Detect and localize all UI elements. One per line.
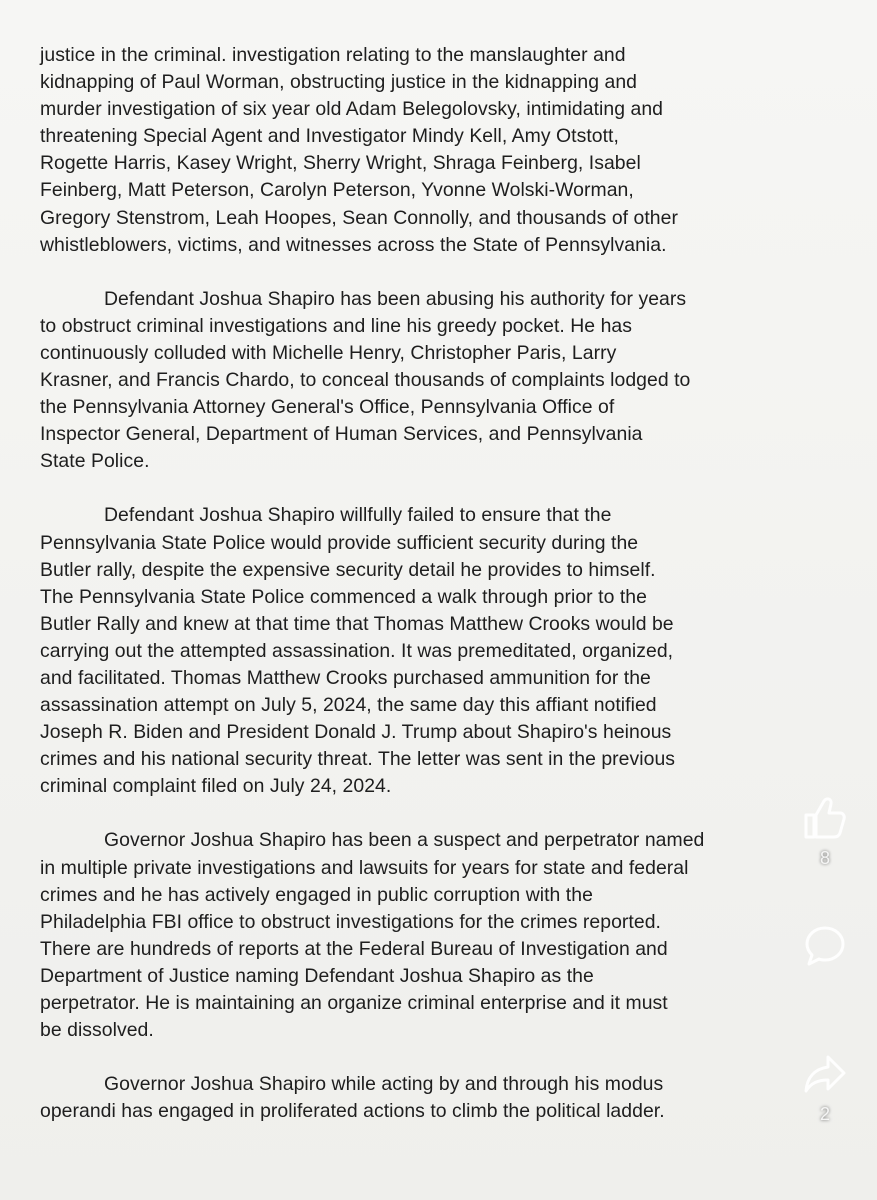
- share-count: 2: [819, 1104, 830, 1124]
- document-line: Governor Joshua Shapiro while acting by and through his modus: [104, 1073, 664, 1096]
- share-control[interactable]: [795, 1046, 855, 1125]
- document-line: State Police.: [40, 450, 150, 473]
- document-body: [40, 42, 840, 1152]
- document-line: operandi has engaged in proliferated actions to climb the political ladder.: [40, 1100, 665, 1123]
- document-line: Philadelphia FBI office to obstruct investigations for the crimes reported.: [40, 910, 661, 933]
- document-line: Department of Justice naming Defendant Joshua Shapiro as the: [40, 964, 594, 987]
- document-line: Defendant Joshua Shapiro has been abusing his authority for years: [104, 287, 687, 310]
- document-line: Butler Rally and knew at that time that Thomas Matthew Crooks would be: [40, 612, 674, 635]
- document-line: justice in the criminal. investigation relating to the manslaughter and: [40, 44, 626, 66]
- like-control[interactable]: [795, 790, 855, 869]
- document-line: Gregory Stenstrom, Leah Hoopes, Sean Connolly, and thousands of other: [40, 206, 678, 229]
- document-line: and facilitated. Thomas Matthew Crooks purchased ammunition for the: [40, 666, 651, 689]
- document-line: whistleblowers, victims, and witnesses across the State of Pennsylvania.: [40, 233, 667, 256]
- share-button[interactable]: [797, 1046, 853, 1102]
- document-line: murder investigation of six year old Adam Belegolovsky, intimidating and: [40, 98, 663, 121]
- document-line: Pennsylvania State Police would provide sufficient security during the: [40, 531, 639, 554]
- document-line: assassination attempt on July 5, 2024, the same day this affiant notified: [40, 694, 657, 717]
- comment-button[interactable]: [797, 918, 853, 974]
- comment-bubble-icon: [800, 921, 850, 971]
- document-line: Defendant Joshua Shapiro willfully failed to ensure that the: [104, 504, 612, 527]
- document-line: The Pennsylvania State Police commenced a walk through prior to the: [40, 585, 647, 608]
- document-line: carrying out the attempted assassination. It was premeditated, organized,: [40, 639, 674, 662]
- document-line: Inspector General, Department of Human Services, and Pennsylvania: [40, 423, 643, 446]
- document-paragraph: [40, 827, 840, 1044]
- like-count: 8: [819, 848, 830, 868]
- document-line: Governor Joshua Shapiro has been a suspect and perpetrator named: [104, 829, 705, 852]
- document-paragraph: [40, 502, 840, 800]
- document-paragraph: [40, 286, 840, 476]
- document-line: Krasner, and Francis Chardo, to conceal thousands of complaints lodged to: [40, 369, 691, 392]
- thumbs-up-icon: [800, 793, 850, 843]
- document-line: to obstruct criminal investigations and line his greedy pocket. He has: [40, 314, 632, 337]
- document-line: crimes and he has actively engaged in public corruption with the: [40, 883, 593, 906]
- share-arrow-icon: [800, 1049, 850, 1099]
- document-line: in multiple private investigations and lawsuits for years for state and federal: [40, 856, 689, 879]
- document-line: Rogette Harris, Kasey Wright, Sherry Wright, Shraga Feinberg, Isabel: [40, 152, 641, 175]
- like-button[interactable]: [797, 790, 853, 846]
- document-line: Butler rally, despite the expensive security detail he provides to himself.: [40, 558, 656, 581]
- document-line: There are hundreds of reports at the Federal Bureau of Investigation and: [40, 937, 668, 960]
- document-line: criminal complaint filed on July 24, 2024.: [40, 775, 392, 798]
- document-line: continuously colluded with Michelle Henry, Christopher Paris, Larry: [40, 341, 617, 364]
- document-paragraph: [40, 42, 840, 259]
- document-line: be dissolved.: [40, 1019, 154, 1042]
- document-line: Feinberg, Matt Peterson, Carolyn Peterson, Yvonne Wolski-Worman,: [40, 179, 634, 202]
- document-line: crimes and his national security threat. The letter was sent in the previous: [40, 748, 676, 771]
- document-line: perpetrator. He is maintaining an organize criminal enterprise and it must: [40, 992, 668, 1014]
- document-line: Joseph R. Biden and President Donald J. Trump about Shapiro's heinous: [40, 721, 672, 744]
- document-line: threatening Special Agent and Investigator Mindy Kell, Amy Otstott,: [40, 125, 619, 148]
- document-line: kidnapping of Paul Worman, obstructing justice in the kidnapping and: [40, 71, 637, 94]
- document-line: the Pennsylvania Attorney General's Office, Pennsylvania Office of: [40, 396, 615, 419]
- document-paragraph: [40, 1071, 840, 1125]
- comment-control[interactable]: [795, 918, 855, 976]
